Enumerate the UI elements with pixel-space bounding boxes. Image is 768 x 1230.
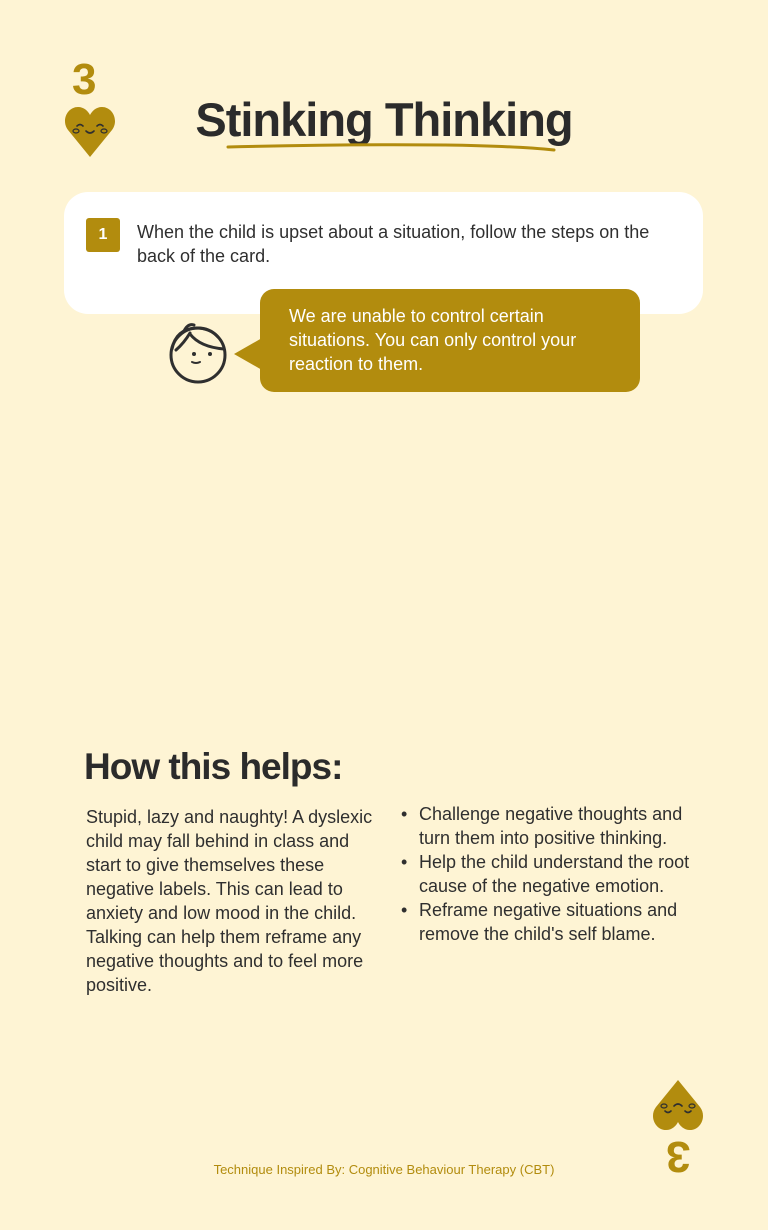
step-instruction: When the child is upset about a situation, follow the steps on the back of the card. (137, 222, 650, 266)
bullet-icon: • (401, 852, 408, 872)
smiling-heart-icon (651, 1079, 705, 1133)
list-item-text: Reframe negative situations and remove the child's self blame. (419, 900, 678, 944)
card-number-top: 3 (72, 55, 97, 104)
speech-bubble-text: We are unable to control certain situations. You can only control your reaction to them. (289, 306, 577, 374)
child-face-icon (166, 321, 230, 385)
list-item-text: Help the child understand the root cause of the negative emotion. (419, 852, 690, 896)
title-underline (225, 140, 557, 154)
helps-paragraph: Stupid, lazy and naughty! A dyslexic child may fall behind in class and start to give themselves these negative labels. This can lead to anxiety and low mood in the child. Talking can help them reframe any negative thoughts and to feel more positive. (86, 807, 373, 995)
speech-bubble-tail (234, 338, 262, 370)
footer-credit: Technique Inspired By: Cognitive Behaviour Therapy (CBT) (213, 1162, 555, 1177)
card-number-bottom: 3 (666, 1132, 691, 1181)
step-number-badge: 1 (86, 218, 120, 252)
helps-heading: How this helps: (84, 746, 343, 787)
bullet-icon: • (401, 900, 408, 920)
bullet-icon: • (401, 804, 408, 824)
list-item (401, 850, 691, 898)
list-item (401, 898, 691, 946)
helps-bullet-list (401, 802, 691, 946)
list-item (401, 802, 691, 850)
list-item-text: Challenge negative thoughts and turn them into positive thinking. (419, 804, 683, 848)
card-title: Stinking Thinking (195, 93, 573, 146)
